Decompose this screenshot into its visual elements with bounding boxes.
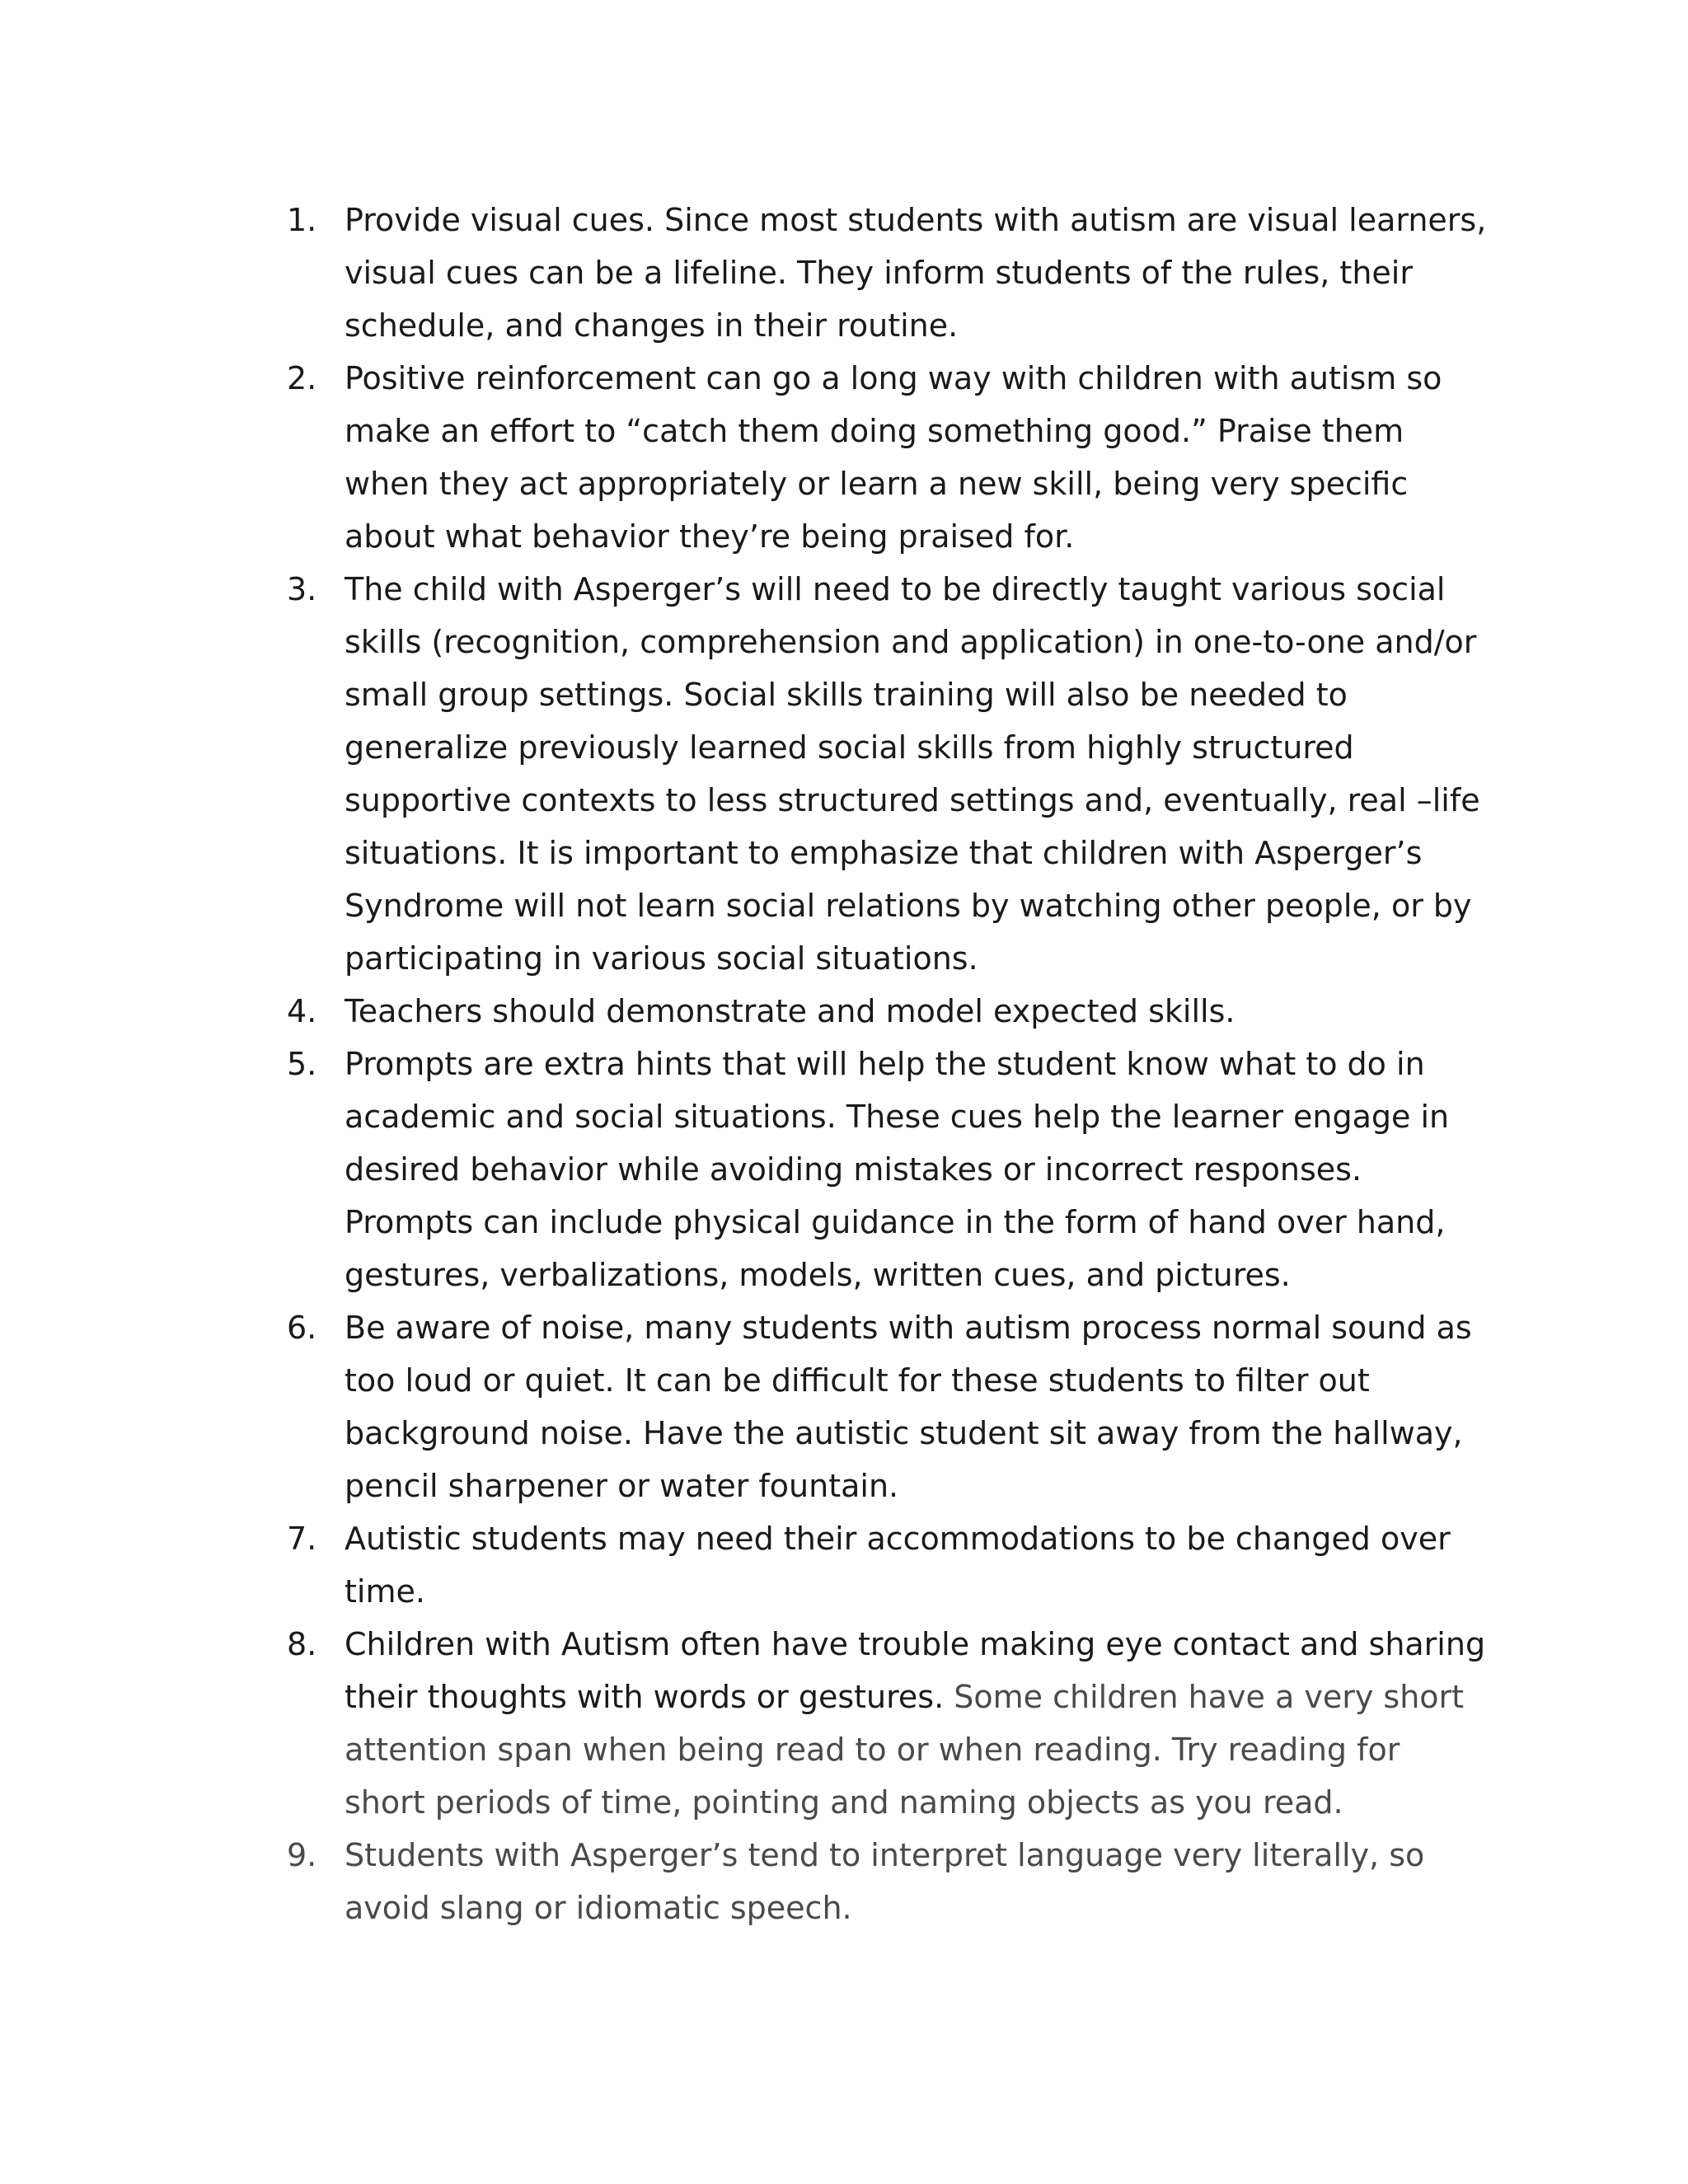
list-item-7: [287, 1512, 1490, 1618]
list-text: Be aware of noise, many students with autism process normal sound as too loud or quiet. It can be difficult for these students to filter out background noise. Have the autistic student sit away from the hallway, pencil sharpener or water fountain.: [345, 1310, 1472, 1504]
list-number: 7.: [287, 1521, 317, 1557]
list-item-6: [287, 1301, 1490, 1512]
list-text: Autistic students may need their accommodations to be changed over time.: [345, 1521, 1451, 1610]
list-text: The child with Asperger’s will need to be directly taught various social skills (recognition, comprehension and application) in one-to-one and/or small group settings. Social skills training will also be needed to generalize previously learned social skills from highly structured supportive contexts to less structured settings and, eventually, real –life situations. It is important to emphasize that children with Asperger’s Syndrome will not learn social relations by watching other people, or by participating in various social situations.: [345, 571, 1480, 977]
list-number: 8.: [287, 1626, 317, 1662]
list-item-4: [287, 985, 1490, 1038]
list-number: 3.: [287, 571, 317, 607]
list-text: Teachers should demonstrate and model expected skills.: [345, 993, 1236, 1029]
list-number: 1.: [287, 202, 317, 238]
list-text: Prompts are extra hints that will help the student know what to do in academic and social situations. These cues help the learner engage in desired behavior while avoiding mistakes or incorrect responses. Prompts can include physical guidance in the form of hand over hand, gestures, verbalizations, models, written cues, and pictures.: [345, 1046, 1450, 1293]
list-number: 9.: [287, 1837, 317, 1873]
list-number: 2.: [287, 360, 317, 396]
list-text-secondary: Some children have a very short attention span when being read to or when reading. Try reading for short periods of time, pointing and naming objects as you read.: [345, 1679, 1465, 1821]
list-number: 6.: [287, 1310, 317, 1346]
list-item-9: [287, 1829, 1490, 1934]
list-item-8: [287, 1618, 1490, 1829]
list-number: 4.: [287, 993, 317, 1029]
list-item-1: [287, 194, 1490, 352]
list-item-3: [287, 563, 1490, 985]
list-item-5: [287, 1038, 1490, 1301]
list-text: Children with Autism often have trouble making eye contact and sharing their thoughts with words or gestures.: [345, 1626, 1486, 1715]
list-text: Positive reinforcement can go a long way with children with autism so make an effort to “catch them doing something good.” Praise them when they act appropriately or learn a new skill, being very specific about what behavior they’re being praised for.: [345, 360, 1442, 555]
list-text-secondary: Students with Asperger’s tend to interpret language very literally, so avoid slang or idiomatic speech.: [345, 1837, 1425, 1926]
list-number: 5.: [287, 1046, 317, 1082]
tips-list: [287, 194, 1490, 1934]
list-text-block: [345, 1618, 1490, 1829]
list-text: Provide visual cues. Since most students with autism are visual learners, visual cues can be a lifeline. They inform students of the rules, their schedule, and changes in their routine.: [345, 202, 1487, 344]
list-item-2: [287, 352, 1490, 563]
